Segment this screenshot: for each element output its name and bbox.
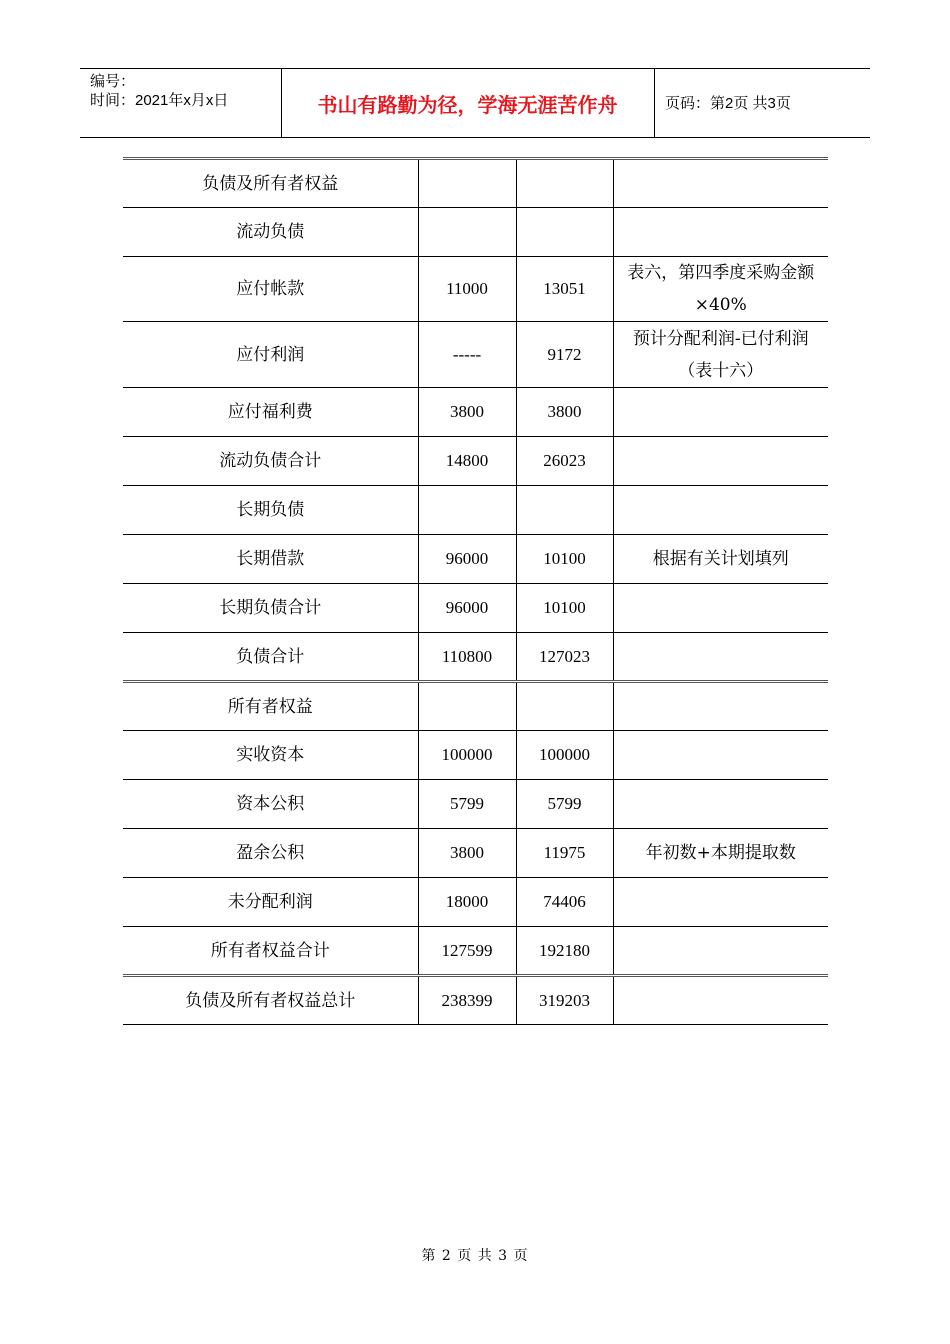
row-end-value: 100000 (516, 731, 613, 780)
table-row (123, 927, 828, 976)
row-item: 流动负债 (123, 208, 418, 257)
row-end-value: 10100 (516, 584, 613, 633)
table-row (123, 322, 828, 388)
row-note: 表六，第四季度采购金额×40% (613, 257, 828, 322)
page-header (80, 68, 870, 138)
row-end-value: 74406 (516, 878, 613, 927)
row-item: 负债合计 (123, 633, 418, 682)
row-note (613, 731, 828, 780)
row-item: 资本公积 (123, 780, 418, 829)
header-divider (654, 69, 655, 137)
row-end-value (516, 682, 613, 731)
row-item: 应付福利费 (123, 388, 418, 437)
row-end-value: 127023 (516, 633, 613, 682)
table-row (123, 584, 828, 633)
document-number-label: 编号： (90, 73, 136, 90)
row-note (613, 584, 828, 633)
row-begin-value: 3800 (418, 388, 516, 437)
header-meta (90, 72, 285, 110)
row-begin-value: 96000 (418, 584, 516, 633)
row-end-value: 13051 (516, 257, 613, 322)
row-note (613, 927, 828, 976)
row-end-value (516, 208, 613, 257)
row-note: 预计分配利润-已付利润（表十六） (613, 322, 828, 388)
document-date: 时间：2021年x月x日 (90, 92, 229, 109)
row-note (613, 388, 828, 437)
row-begin-value: 96000 (418, 535, 516, 584)
row-item: 所有者权益 (123, 682, 418, 731)
row-end-value: 5799 (516, 780, 613, 829)
row-item: 应付帐款 (123, 257, 418, 322)
header-page-info: 页码：第2页 共3页 (665, 95, 791, 112)
row-item: 长期负债合计 (123, 584, 418, 633)
row-end-value: 9172 (516, 322, 613, 388)
row-note (613, 486, 828, 535)
row-begin-value: 11000 (418, 257, 516, 322)
balance-sheet-table (123, 157, 828, 1025)
table-row (123, 731, 828, 780)
table-row (123, 682, 828, 731)
row-end-value: 11975 (516, 829, 613, 878)
table-row (123, 437, 828, 486)
row-end-value: 26023 (516, 437, 613, 486)
row-note (613, 159, 828, 208)
table-row (123, 976, 828, 1025)
row-begin-value (418, 159, 516, 208)
row-end-value (516, 486, 613, 535)
row-note (613, 633, 828, 682)
row-item: 负债及所有者权益 (123, 159, 418, 208)
row-begin-value: 3800 (418, 829, 516, 878)
table-row (123, 388, 828, 437)
row-end-value (516, 159, 613, 208)
row-item: 长期借款 (123, 535, 418, 584)
row-begin-value: 127599 (418, 927, 516, 976)
row-item: 长期负债 (123, 486, 418, 535)
row-end-value: 319203 (516, 976, 613, 1025)
row-begin-value: 100000 (418, 731, 516, 780)
header-motto: 书山有路勤为径，学海无涯苦作舟 (317, 92, 618, 117)
row-begin-value: 18000 (418, 878, 516, 927)
row-end-value: 192180 (516, 927, 613, 976)
table-row (123, 208, 828, 257)
table-row (123, 257, 828, 322)
row-begin-value (418, 208, 516, 257)
row-item: 实收资本 (123, 731, 418, 780)
row-begin-value: ----- (418, 322, 516, 388)
row-note: 年初数+本期提取数 (613, 829, 828, 878)
row-note: 根据有关计划填列 (613, 535, 828, 584)
row-item: 负债及所有者权益总计 (123, 976, 418, 1025)
row-note (613, 682, 828, 731)
row-end-value: 3800 (516, 388, 613, 437)
row-item: 未分配利润 (123, 878, 418, 927)
row-begin-value: 14800 (418, 437, 516, 486)
table-row (123, 486, 828, 535)
table-row (123, 780, 828, 829)
table-row (123, 878, 828, 927)
row-begin-value: 110800 (418, 633, 516, 682)
table-row (123, 535, 828, 584)
page-footer: 第 2 页 共 3 页 (421, 1248, 529, 1264)
row-item: 所有者权益合计 (123, 927, 418, 976)
row-begin-value (418, 682, 516, 731)
row-end-value: 10100 (516, 535, 613, 584)
row-note (613, 878, 828, 927)
table-row (123, 829, 828, 878)
row-begin-value: 5799 (418, 780, 516, 829)
row-note (613, 976, 828, 1025)
row-note (613, 208, 828, 257)
row-item: 盈余公积 (123, 829, 418, 878)
table-row (123, 159, 828, 208)
row-note (613, 780, 828, 829)
row-item: 流动负债合计 (123, 437, 418, 486)
table-row (123, 633, 828, 682)
row-begin-value: 238399 (418, 976, 516, 1025)
row-begin-value (418, 486, 516, 535)
row-item: 应付利润 (123, 322, 418, 388)
row-note (613, 437, 828, 486)
